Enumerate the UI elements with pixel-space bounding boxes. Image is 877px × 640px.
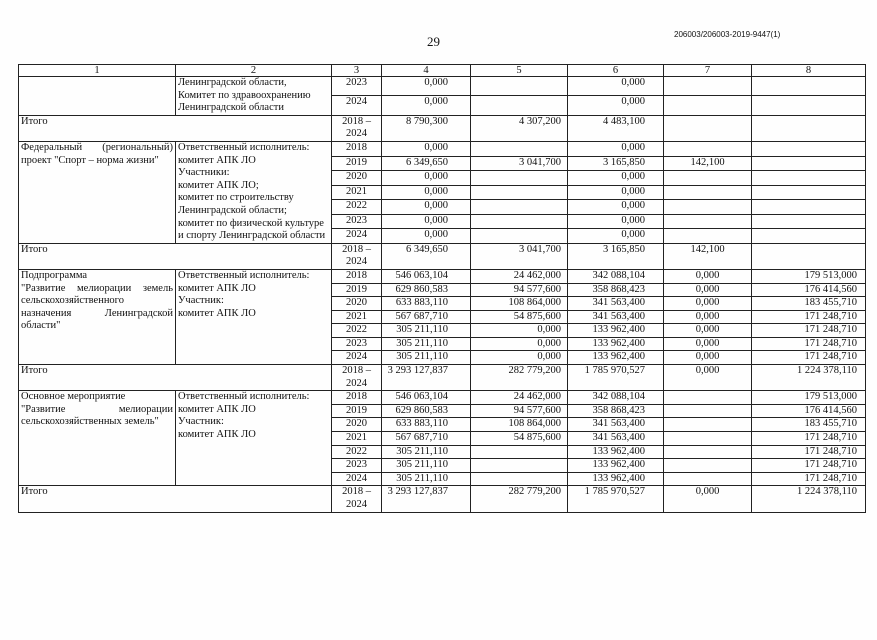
total-label: Итого <box>19 243 332 269</box>
year-cell: 2018 – 2024 <box>332 486 382 512</box>
value-c7 <box>664 171 752 186</box>
year-cell: 2021 <box>332 185 382 200</box>
value-c5: 0,000 <box>471 337 568 351</box>
value-c6: 1 785 970,527 <box>568 486 664 512</box>
value-c5 <box>471 77 568 96</box>
value-c6: 342 088,104 <box>568 391 664 405</box>
value-c4: 0,000 <box>382 96 471 115</box>
table-row <box>19 391 866 405</box>
budget-table <box>18 64 866 513</box>
year-cell: 2018 – 2024 <box>332 365 382 391</box>
value-c7: 142,100 <box>664 243 752 269</box>
value-c4: 0,000 <box>382 171 471 186</box>
value-c8: 171 248,710 <box>752 337 866 351</box>
value-c7 <box>664 404 752 418</box>
value-c5: 108 864,000 <box>471 418 568 432</box>
value-c6: 133 962,400 <box>568 472 664 486</box>
value-c6: 0,000 <box>568 200 664 215</box>
value-c7 <box>664 229 752 244</box>
year-cell: 2018 – 2024 <box>332 243 382 269</box>
executor: Ленинградской области, Комитет по здравоохранению Ленинградской области <box>176 77 332 116</box>
year-cell: 2020 <box>332 418 382 432</box>
value-c8: 176 414,560 <box>752 404 866 418</box>
value-c4: 6 349,650 <box>382 243 471 269</box>
value-c4: 305 211,110 <box>382 472 471 486</box>
header-cell: 4 <box>382 65 471 77</box>
value-c6: 341 563,400 <box>568 310 664 324</box>
value-c4: 305 211,110 <box>382 459 471 473</box>
value-c7: 0,000 <box>664 337 752 351</box>
header-cell: 8 <box>752 65 866 77</box>
value-c7: 0,000 <box>664 310 752 324</box>
year-cell: 2019 <box>332 156 382 171</box>
value-c4: 8 790,300 <box>382 115 471 141</box>
value-c6: 3 165,850 <box>568 156 664 171</box>
year-cell: 2021 <box>332 432 382 446</box>
value-c4: 305 211,110 <box>382 351 471 365</box>
value-c5: 54 875,600 <box>471 310 568 324</box>
header-cell: 2 <box>176 65 332 77</box>
value-c5: 108 864,000 <box>471 297 568 311</box>
value-c8 <box>752 185 866 200</box>
value-c8: 171 248,710 <box>752 324 866 338</box>
value-c7 <box>664 141 752 156</box>
value-c4: 305 211,110 <box>382 337 471 351</box>
value-c8 <box>752 200 866 215</box>
value-c5: 94 577,600 <box>471 404 568 418</box>
value-c8: 179 513,000 <box>752 391 866 405</box>
value-c5: 24 462,000 <box>471 391 568 405</box>
value-c5 <box>471 214 568 229</box>
value-c7: 142,100 <box>664 156 752 171</box>
value-c7: 0,000 <box>664 324 752 338</box>
total-row <box>19 115 866 141</box>
value-c5: 0,000 <box>471 351 568 365</box>
year-cell: 2023 <box>332 214 382 229</box>
value-c6: 341 563,400 <box>568 432 664 446</box>
value-c8 <box>752 243 866 269</box>
total-label: Итого <box>19 115 332 141</box>
value-c6: 133 962,400 <box>568 337 664 351</box>
year-cell: 2018 – 2024 <box>332 115 382 141</box>
header-cell: 1 <box>19 65 176 77</box>
value-c8: 171 248,710 <box>752 472 866 486</box>
year-cell: 2021 <box>332 310 382 324</box>
value-c6: 358 868,423 <box>568 404 664 418</box>
value-c5: 0,000 <box>471 324 568 338</box>
value-c7 <box>664 418 752 432</box>
value-c8: 171 248,710 <box>752 432 866 446</box>
value-c4: 567 687,710 <box>382 432 471 446</box>
value-c6: 133 962,400 <box>568 324 664 338</box>
value-c7 <box>664 445 752 459</box>
value-c7 <box>664 96 752 115</box>
value-c4: 0,000 <box>382 229 471 244</box>
table-row <box>19 269 866 283</box>
value-c5: 24 462,000 <box>471 269 568 283</box>
value-c4: 546 063,104 <box>382 391 471 405</box>
value-c7 <box>664 185 752 200</box>
document-code: 206003/206003-2019-9447(1) <box>674 30 781 39</box>
value-c8: 1 224 378,110 <box>752 486 866 512</box>
table-row <box>19 141 866 156</box>
year-cell: 2022 <box>332 445 382 459</box>
header-cell: 6 <box>568 65 664 77</box>
header-cell: 7 <box>664 65 752 77</box>
executor: Ответственный исполнитель: комитет АПК ЛО Участники: комитет АПК ЛО; комитет по строительству Ленинградской области; комитет по физической культуре и спорту Ленинградской области <box>176 141 332 243</box>
total-label: Итого <box>19 486 332 512</box>
value-c5: 3 041,700 <box>471 243 568 269</box>
table-row <box>19 77 866 96</box>
value-c4: 6 349,650 <box>382 156 471 171</box>
year-cell: 2018 <box>332 391 382 405</box>
value-c6: 133 962,400 <box>568 351 664 365</box>
program-name: Подпрограмма "Развитие мелиорации земель сельскохозяйственного назначения Ленинградской области" <box>19 269 176 364</box>
value-c5 <box>471 459 568 473</box>
year-cell: 2020 <box>332 297 382 311</box>
value-c8: 179 513,000 <box>752 269 866 283</box>
page-number: 29 <box>427 34 440 49</box>
value-c6: 0,000 <box>568 77 664 96</box>
value-c7: 0,000 <box>664 365 752 391</box>
program-name: Основное мероприятие "Развитие мелиорации сельскохозяйственных земель" <box>19 391 176 486</box>
value-c5 <box>471 200 568 215</box>
value-c6: 1 785 970,527 <box>568 365 664 391</box>
value-c7 <box>664 432 752 446</box>
value-c8 <box>752 214 866 229</box>
value-c8 <box>752 77 866 96</box>
value-c6: 341 563,400 <box>568 297 664 311</box>
value-c8 <box>752 156 866 171</box>
value-c5: 282 779,200 <box>471 365 568 391</box>
value-c7: 0,000 <box>664 269 752 283</box>
value-c6: 0,000 <box>568 185 664 200</box>
executor: Ответственный исполнитель: комитет АПК ЛО Участник: комитет АПК ЛО <box>176 269 332 364</box>
value-c5 <box>471 229 568 244</box>
program-name <box>19 77 176 116</box>
value-c8 <box>752 96 866 115</box>
value-c5 <box>471 445 568 459</box>
value-c4: 0,000 <box>382 185 471 200</box>
year-cell: 2020 <box>332 171 382 186</box>
year-cell: 2022 <box>332 324 382 338</box>
total-row <box>19 365 866 391</box>
value-c8 <box>752 229 866 244</box>
value-c6: 358 868,423 <box>568 283 664 297</box>
value-c5 <box>471 141 568 156</box>
value-c6: 0,000 <box>568 171 664 186</box>
value-c4: 0,000 <box>382 214 471 229</box>
year-cell: 2024 <box>332 229 382 244</box>
value-c5: 3 041,700 <box>471 156 568 171</box>
value-c6: 3 165,850 <box>568 243 664 269</box>
value-c6: 133 962,400 <box>568 459 664 473</box>
value-c8: 171 248,710 <box>752 310 866 324</box>
value-c8: 183 455,710 <box>752 297 866 311</box>
value-c8 <box>752 141 866 156</box>
year-cell: 2023 <box>332 337 382 351</box>
value-c7: 0,000 <box>664 297 752 311</box>
value-c4: 633 883,110 <box>382 418 471 432</box>
value-c7 <box>664 200 752 215</box>
total-row <box>19 486 866 512</box>
value-c4: 567 687,710 <box>382 310 471 324</box>
year-cell: 2018 <box>332 141 382 156</box>
year-cell: 2018 <box>332 269 382 283</box>
value-c5: 94 577,600 <box>471 283 568 297</box>
value-c7 <box>664 472 752 486</box>
year-cell: 2019 <box>332 404 382 418</box>
year-cell: 2022 <box>332 200 382 215</box>
header-cell: 3 <box>332 65 382 77</box>
value-c8: 183 455,710 <box>752 418 866 432</box>
value-c4: 305 211,110 <box>382 445 471 459</box>
value-c6: 341 563,400 <box>568 418 664 432</box>
value-c6: 0,000 <box>568 214 664 229</box>
value-c7 <box>664 214 752 229</box>
executor: Ответственный исполнитель: комитет АПК ЛО Участник: комитет АПК ЛО <box>176 391 332 486</box>
value-c5: 4 307,200 <box>471 115 568 141</box>
value-c6: 342 088,104 <box>568 269 664 283</box>
value-c4: 633 883,110 <box>382 297 471 311</box>
value-c4: 0,000 <box>382 77 471 96</box>
value-c7 <box>664 391 752 405</box>
year-cell: 2024 <box>332 351 382 365</box>
total-row <box>19 243 866 269</box>
year-cell: 2024 <box>332 472 382 486</box>
value-c6: 0,000 <box>568 229 664 244</box>
value-c8 <box>752 115 866 141</box>
value-c4: 629 860,583 <box>382 404 471 418</box>
value-c8: 176 414,560 <box>752 283 866 297</box>
value-c4: 546 063,104 <box>382 269 471 283</box>
value-c7 <box>664 115 752 141</box>
value-c8: 171 248,710 <box>752 445 866 459</box>
header-row <box>19 65 866 77</box>
value-c4: 305 211,110 <box>382 324 471 338</box>
value-c7: 0,000 <box>664 351 752 365</box>
value-c4: 3 293 127,837 <box>382 365 471 391</box>
value-c8: 1 224 378,110 <box>752 365 866 391</box>
value-c5 <box>471 472 568 486</box>
value-c7 <box>664 77 752 96</box>
value-c4: 3 293 127,837 <box>382 486 471 512</box>
value-c7: 0,000 <box>664 486 752 512</box>
year-cell: 2023 <box>332 459 382 473</box>
value-c6: 0,000 <box>568 141 664 156</box>
value-c6: 133 962,400 <box>568 445 664 459</box>
year-cell: 2024 <box>332 96 382 115</box>
value-c4: 0,000 <box>382 200 471 215</box>
value-c7 <box>664 459 752 473</box>
value-c4: 629 860,583 <box>382 283 471 297</box>
value-c5: 54 875,600 <box>471 432 568 446</box>
program-name: Федеральный (региональный) проект "Спорт – норма жизни" <box>19 141 176 243</box>
value-c8: 171 248,710 <box>752 351 866 365</box>
value-c5 <box>471 96 568 115</box>
value-c8: 171 248,710 <box>752 459 866 473</box>
value-c5 <box>471 185 568 200</box>
year-cell: 2019 <box>332 283 382 297</box>
value-c4: 0,000 <box>382 141 471 156</box>
value-c6: 0,000 <box>568 96 664 115</box>
value-c8 <box>752 171 866 186</box>
value-c7: 0,000 <box>664 283 752 297</box>
value-c5: 282 779,200 <box>471 486 568 512</box>
value-c5 <box>471 171 568 186</box>
year-cell: 2023 <box>332 77 382 96</box>
value-c6: 4 483,100 <box>568 115 664 141</box>
header-cell: 5 <box>471 65 568 77</box>
total-label: Итого <box>19 365 332 391</box>
